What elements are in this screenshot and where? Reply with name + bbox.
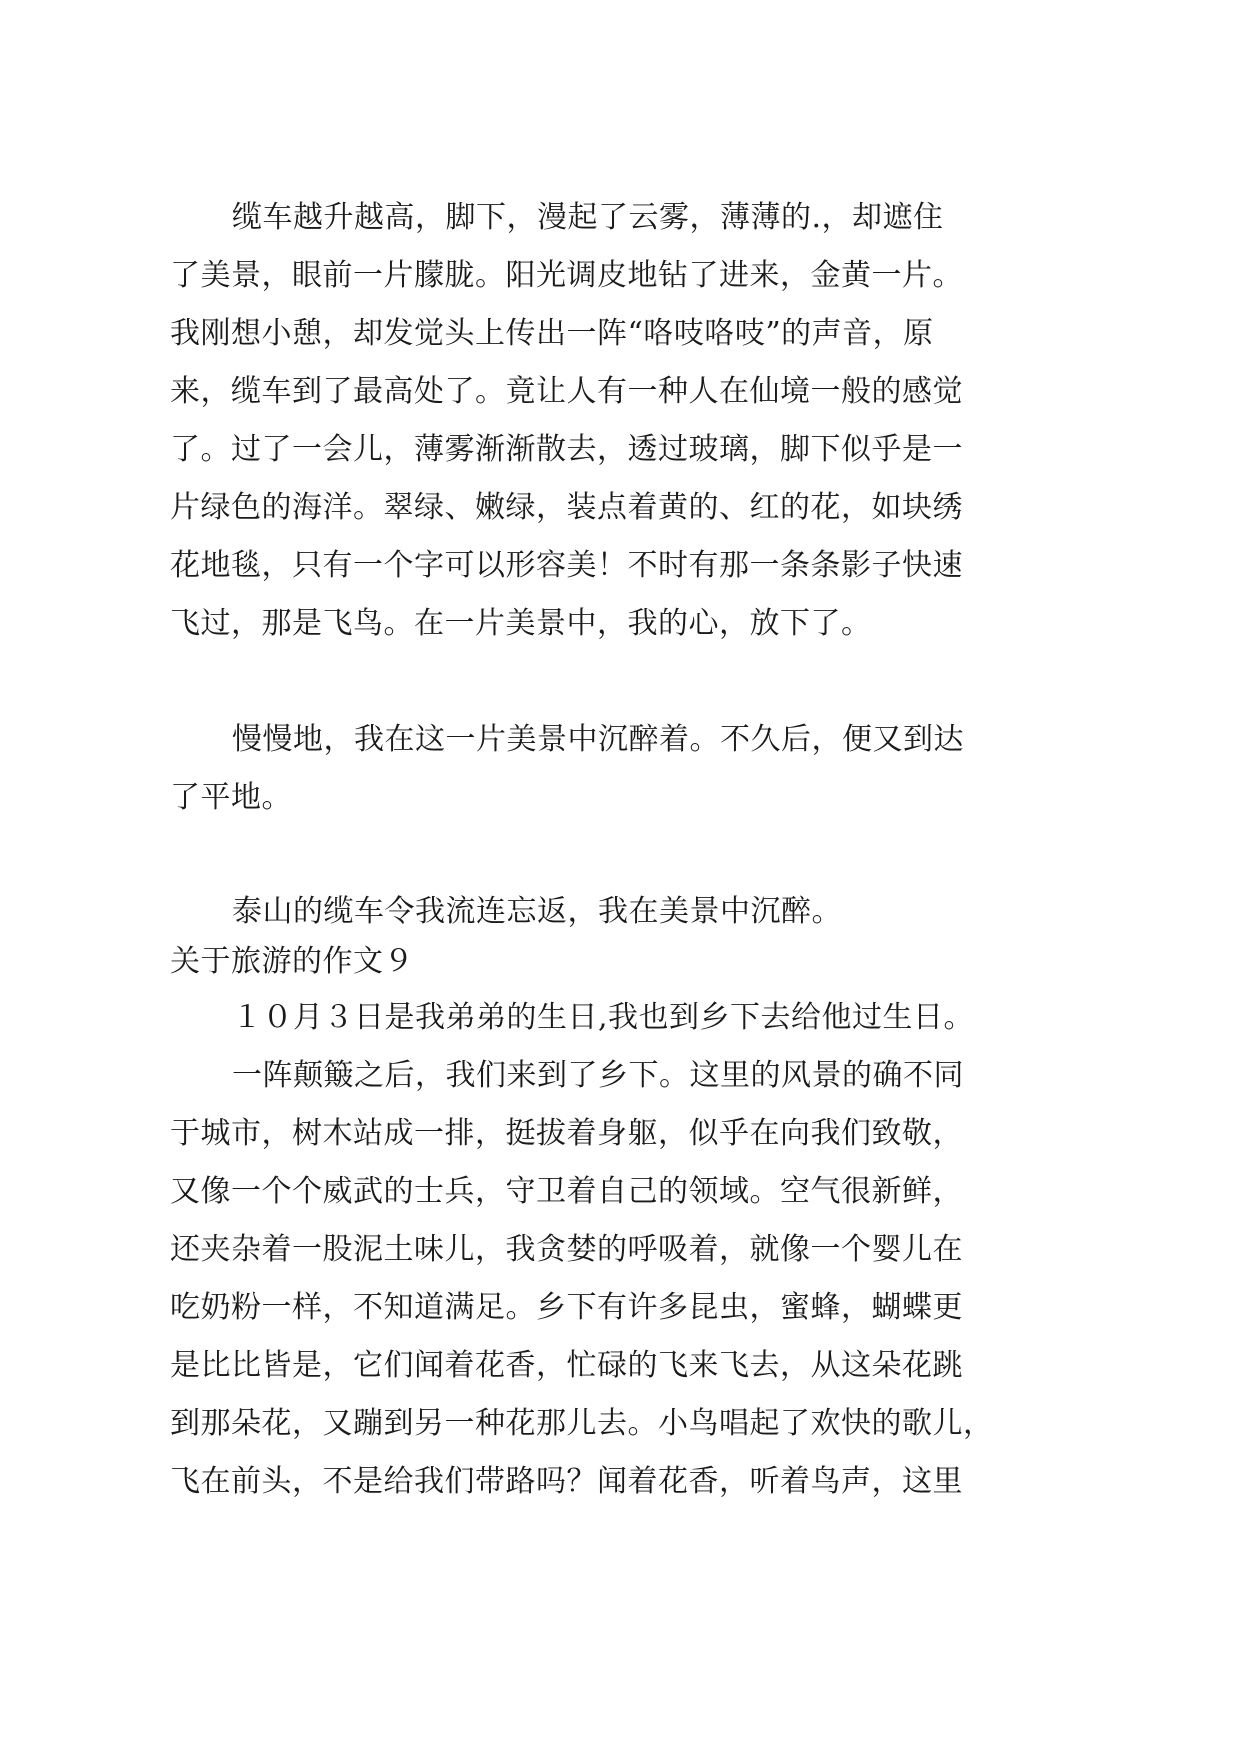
text-line: 到那朵花，又蹦到另一种花那儿去。小鸟唱起了欢快的歌儿， (170, 1406, 994, 1441)
text-line: 片绿色的海洋。翠绿、嫩绿，装点着黄的、红的花，如块绣 (170, 490, 963, 525)
text-line: 于城市，树木站成一排，挺拔着身躯，似乎在向我们致敬， (170, 1116, 963, 1151)
text-line: 缆车越升越高，脚下，漫起了云雾，薄薄的.，却遮住 (232, 200, 944, 235)
text-line: 来，缆车到了最高处了。竟让人有一种人在仙境一般的感觉 (170, 374, 963, 409)
text-line: 飞在前头，不是给我们带路吗？闻着花香，听着鸟声，这里 (170, 1464, 963, 1499)
text-line: 一阵颠簸之后，我们来到了乡下。这里的风景的确不同 (232, 1058, 964, 1093)
text-line: 泰山的缆车令我流连忘返，我在美景中沉醉。 (232, 894, 842, 929)
text-line: 我刚想小憩，却发觉头上传出一阵“咯吱咯吱”的声音，原 (170, 316, 934, 351)
essay-heading: 关于旅游的作文９ (170, 944, 414, 979)
text-line: 还夹杂着一股泥土味儿，我贪婪的呼吸着，就像一个婴儿在 (170, 1232, 963, 1267)
text-line: 了美景，眼前一片朦胧。阳光调皮地钻了进来，金黄一片。 (170, 258, 963, 293)
text-line: １０月３日是我弟弟的生日,我也到乡下去给他过生日。 (232, 1000, 975, 1035)
text-line: 了。过了一会儿，薄雾渐渐散去，透过玻璃，脚下似乎是一 (170, 432, 963, 467)
text-line: 花地毯，只有一个字可以形容美！不时有那一条条影子快速 (170, 548, 963, 583)
text-line: 是比比皆是，它们闻着花香，忙碌的飞来飞去，从这朵花跳 (170, 1348, 963, 1383)
text-line: 了平地。 (170, 780, 292, 815)
text-line: 吃奶粉一样，不知道满足。乡下有许多昆虫，蜜蜂，蝴蝶更 (170, 1290, 963, 1325)
text-line: 慢慢地，我在这一片美景中沉醉着。不久后，便又到达 (232, 722, 964, 757)
text-line: 飞过，那是飞鸟。在一片美景中，我的心，放下了。 (170, 606, 872, 641)
text-line: 又像一个个威武的士兵，守卫着自己的领域。空气很新鲜， (170, 1174, 963, 1209)
